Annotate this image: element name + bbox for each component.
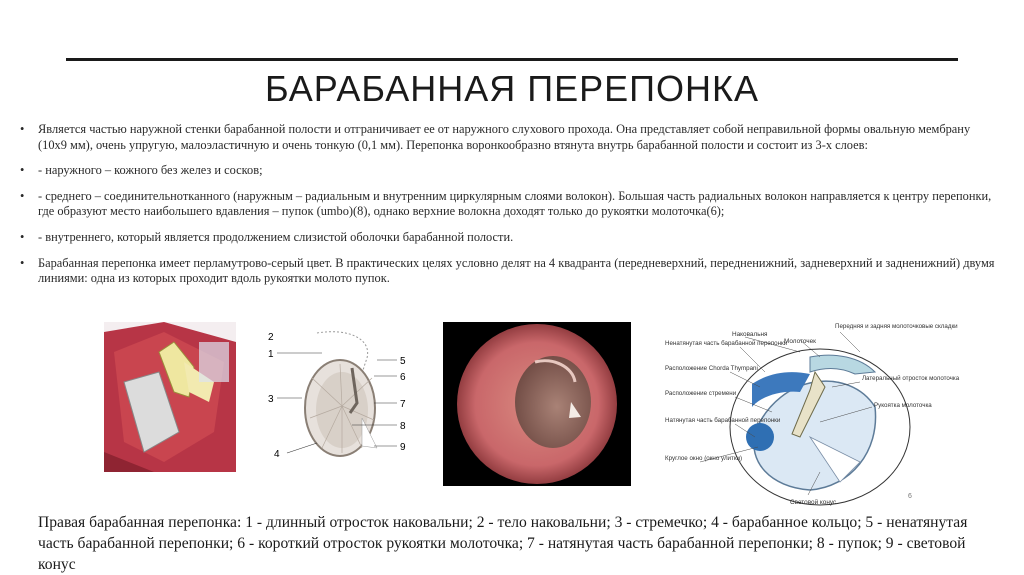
figure-caption: Правая барабанная перепонка: 1 - длинный отросток наковальни; 2 - тело наковальни; 3 - стремечко; 4 - барабанное кольцо; 5 - ненатянутая часть барабанной перепонки; 6 - короткий отросток рукоятки молоточка; 7 - натянутая часть барабанной перепонки; 8 - пупок; 9 - световой конус xyxy=(38,514,968,573)
bullet-icon: • xyxy=(20,122,25,136)
bullet-item xyxy=(20,256,995,287)
bullet-item xyxy=(20,189,995,220)
bullet-icon: • xyxy=(20,188,25,203)
bullet-text: Барабанная перепонка имеет перламутрово-серый цвет. В практических целях условно делят на 4 квадранта (передневерхний, передненижний, задневерхний и задненижний) двумя линиями: одна из которых проходит вдоль рукоятки молото пупок. xyxy=(38,255,995,286)
diagram-number: 1 xyxy=(268,349,274,360)
diagram-number: 3 xyxy=(268,394,274,405)
diagram-label-chorda: Расположение Chorda Thympani xyxy=(665,365,758,372)
diagram-label-round-window: Круглое окно (окно улитки) xyxy=(665,455,743,462)
bullet-item xyxy=(20,122,995,153)
diagram-label-incus: Наковальня xyxy=(732,331,768,338)
otoscopy-photo xyxy=(443,322,631,486)
diagram-label-light-cone: Световой конус xyxy=(790,499,837,506)
diagram-label-stapes: Расположение стремени xyxy=(665,390,737,397)
bullet-icon: • xyxy=(20,163,25,178)
diagram-number: 5 xyxy=(400,356,406,367)
diagram-number: 9 xyxy=(400,442,406,453)
diagram-number: 4 xyxy=(274,449,280,460)
bullet-icon: • xyxy=(20,255,25,270)
eardrum-numbered-diagram xyxy=(262,328,422,478)
diagram-label-pars-flaccida: Ненатянутая часть барабанной перепонки xyxy=(665,340,788,347)
bullet-icon: • xyxy=(20,229,25,244)
diagram-label-lateral-process: Латеральный отросток молоточка xyxy=(862,375,960,382)
bullet-text: Является частью наружной стенки барабанной полости и отграничивает ее от наружного слухового прохода. Она представляет собой неправильной формы овальную мембрану (10х9 мм), очень упругую, малоэластичную и очень тонкую (0,1 мм). Перепонка воронкообразно втянута внутрь барабанной полости и состоит из 3-х слоев: xyxy=(38,122,971,152)
middle-ear-illustration xyxy=(104,322,236,472)
diagram-number: 8 xyxy=(400,421,406,432)
page-title: БАРАБАННАЯ ПЕРЕПОНКА xyxy=(264,68,760,109)
diagram-number: 6 xyxy=(400,372,406,383)
bullet-text: - внутреннего, который является продолжением слизистой оболочки барабанной полости. xyxy=(38,229,514,244)
diagram-label-handle: Рукоятка молоточка xyxy=(874,402,932,409)
figure-number: 6 xyxy=(908,493,912,500)
bullet-list xyxy=(20,122,995,297)
diagram-label-folds: Передняя и задняя молоточковые складки xyxy=(835,323,958,330)
diagram-label-pars-tensa: Натянутая часть барабанной перепонки xyxy=(665,417,781,424)
bullet-text: - среднего – соединительнотканного (наружным – радиальным и внутренним циркулярным слоями волокон). Большая часть радиальных волокон направляется к центру перепонки, где образуют место наибольшего вдавления – пупок (umbo)(8), однако верхние волокна доходят только до рукоятки молоточка(6); xyxy=(38,188,992,219)
diagram-number: 7 xyxy=(400,399,406,410)
bullet-text: - наружного – кожного без желез и сосков; xyxy=(38,163,263,178)
bullet-item xyxy=(20,230,995,246)
title-rule xyxy=(66,58,958,61)
labelled-eardrum-diagram xyxy=(660,312,960,507)
diagram-label-malleus: Молоточек xyxy=(784,338,816,345)
diagram-number: 2 xyxy=(268,332,274,343)
bullet-item xyxy=(20,163,995,179)
